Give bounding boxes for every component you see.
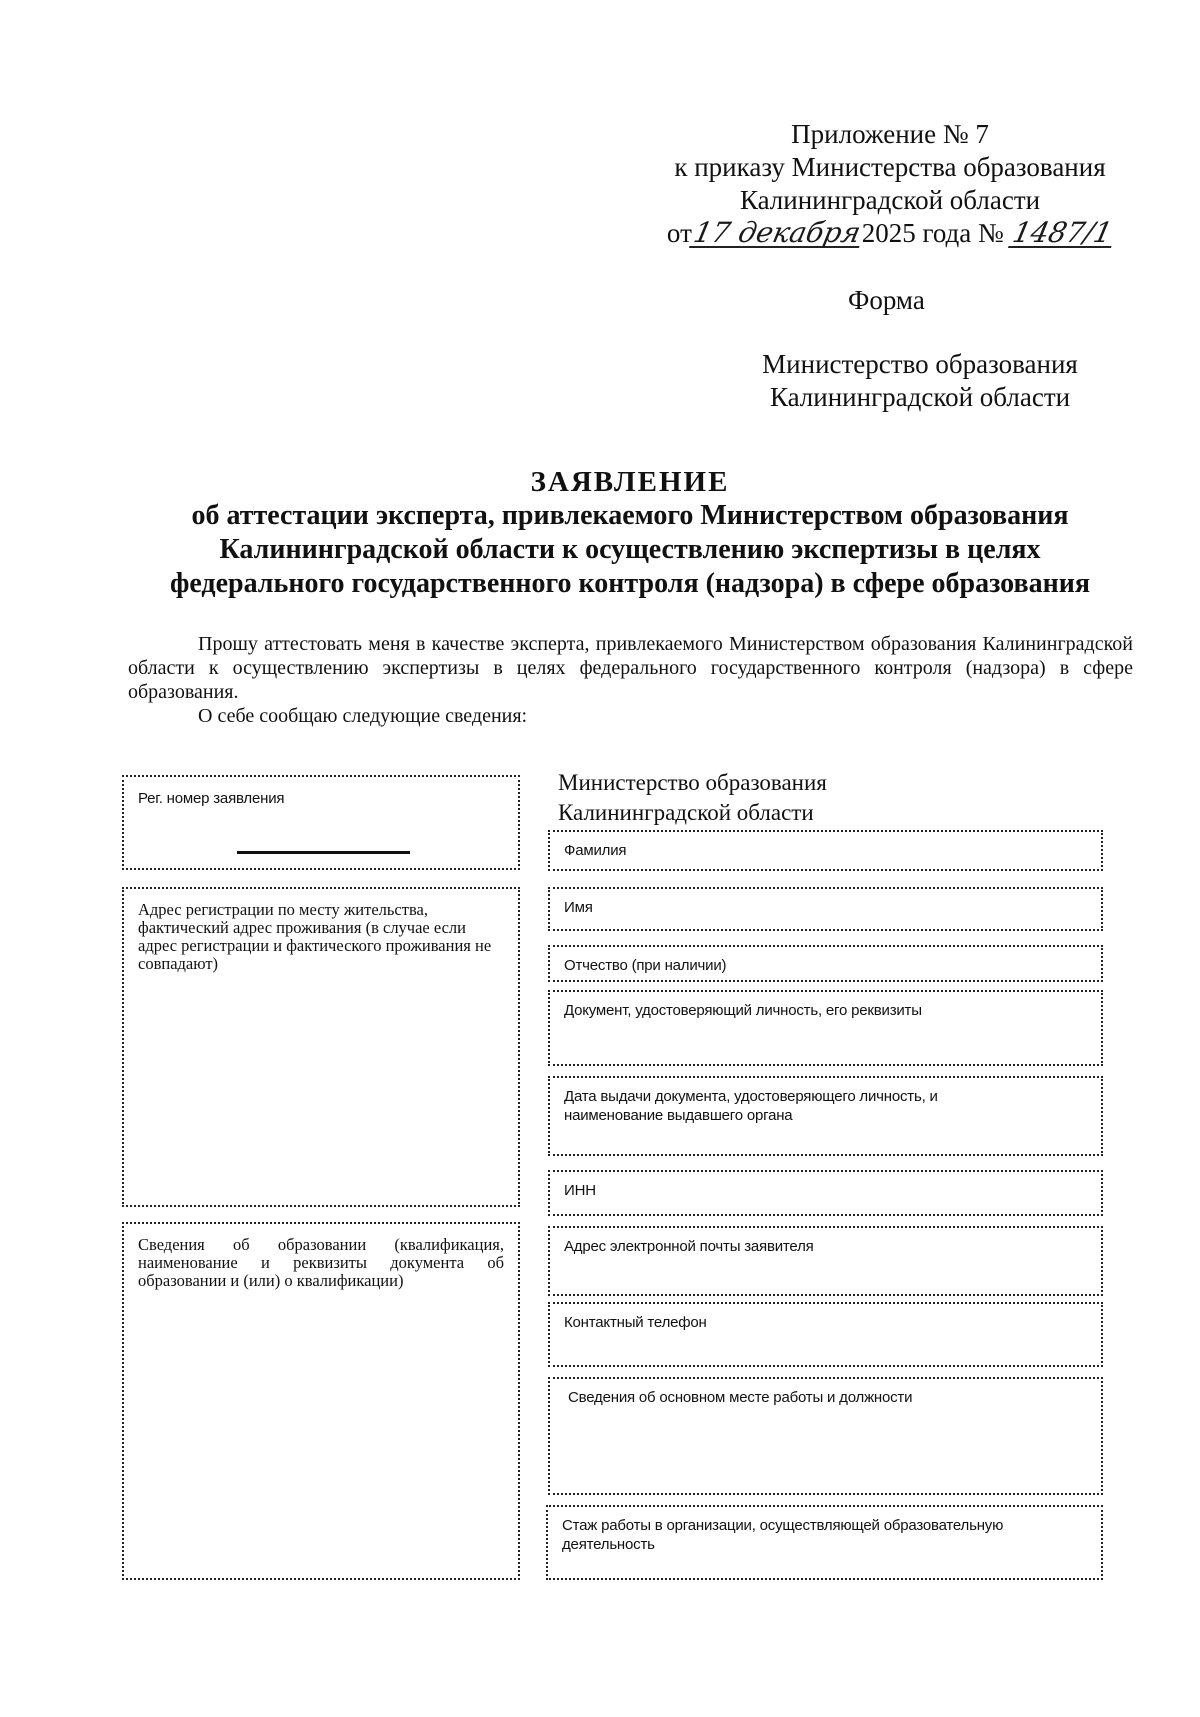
surname-label: Фамилия bbox=[564, 842, 627, 859]
appendix-header bbox=[630, 118, 1150, 250]
experience-field[interactable] bbox=[546, 1505, 1103, 1580]
order-date-line bbox=[630, 217, 1150, 250]
workplace-field[interactable] bbox=[548, 1377, 1103, 1495]
surname-field[interactable] bbox=[548, 830, 1103, 871]
address-label: Адрес регистрации по месту жительства, фактический адрес проживания (в случае если адрес регистрации и фактического проживания не совпадают) bbox=[138, 900, 492, 973]
info-intro: О себе сообщаю следующие сведения: bbox=[198, 705, 528, 727]
reg-number-box[interactable] bbox=[122, 775, 520, 870]
body-text bbox=[128, 632, 1133, 728]
addressee bbox=[740, 348, 1100, 414]
id-issue-label: Дата выдачи документа, удостоверяющего личность, и наименование выдавшего органа bbox=[564, 1088, 938, 1124]
email-field[interactable] bbox=[548, 1226, 1103, 1296]
addressee-line1: Министерство образования bbox=[762, 349, 1078, 379]
name-field[interactable] bbox=[548, 887, 1103, 931]
title-line3: федерального государственного контроля (надзора) в сфере образования bbox=[169, 568, 1091, 599]
handwritten-date: 17 декабря bbox=[690, 216, 864, 249]
name-label: Имя bbox=[564, 899, 593, 916]
document-title bbox=[0, 465, 1200, 601]
inn-label: ИНН bbox=[564, 1182, 596, 1199]
phone-label: Контактный телефон bbox=[564, 1314, 707, 1331]
date-year: 2025 года № bbox=[861, 218, 1004, 248]
form-label: Форма bbox=[848, 285, 925, 315]
addressee-line2: Калининградской области bbox=[769, 382, 1071, 412]
order-region: Калининградской области bbox=[739, 185, 1041, 215]
workplace-label: Сведения об основном месте работы и должности bbox=[568, 1389, 913, 1406]
handwritten-order-number: 1487/1 bbox=[1009, 216, 1115, 249]
title-main: ЗАЯВЛЕНИЕ bbox=[530, 466, 730, 498]
request-paragraph: Прошу аттестовать меня в качестве эксперта, привлекаемого Министерством образования Калининградской области к осуществлению экспертизы в целях федерального государственного контроля (надзора) в сфере образования. bbox=[128, 633, 1133, 703]
email-label: Адрес электронной почты заявителя bbox=[564, 1238, 814, 1255]
id-document-field[interactable] bbox=[548, 990, 1103, 1066]
recipient-ministry-line1: Министерство образования bbox=[558, 770, 827, 795]
reg-number-underline bbox=[237, 851, 410, 854]
education-label: Сведения об образовании (квалификация, наименование и реквизиты документа об образовании и (или) о квалификации) bbox=[138, 1235, 504, 1290]
appendix-number: Приложение № 7 bbox=[791, 119, 989, 149]
patronymic-field[interactable] bbox=[548, 945, 1103, 982]
patronymic-label: Отчество (при наличии) bbox=[564, 957, 727, 974]
title-line1: об аттестации эксперта, привлекаемого Министерством образования bbox=[191, 500, 1069, 531]
title-line2: Калининградской области к осуществлению экспертизы в целях bbox=[219, 534, 1041, 565]
recipient-ministry bbox=[558, 768, 827, 828]
reg-number-label: Рег. номер заявления bbox=[138, 790, 285, 807]
inn-field[interactable] bbox=[548, 1170, 1103, 1216]
address-box[interactable] bbox=[122, 887, 520, 1207]
experience-label: Стаж работы в организации, осуществляющей образовательную деятельность bbox=[562, 1517, 1004, 1553]
id-issue-field[interactable] bbox=[548, 1076, 1103, 1156]
education-box[interactable] bbox=[122, 1222, 520, 1580]
phone-field[interactable] bbox=[548, 1302, 1103, 1367]
recipient-ministry-line2: Калининградской области bbox=[558, 800, 814, 825]
order-reference: к приказу Министерства образования bbox=[674, 152, 1106, 182]
date-prefix: от bbox=[666, 218, 692, 248]
id-document-label: Документ, удостоверяющий личность, его реквизиты bbox=[564, 1002, 922, 1019]
